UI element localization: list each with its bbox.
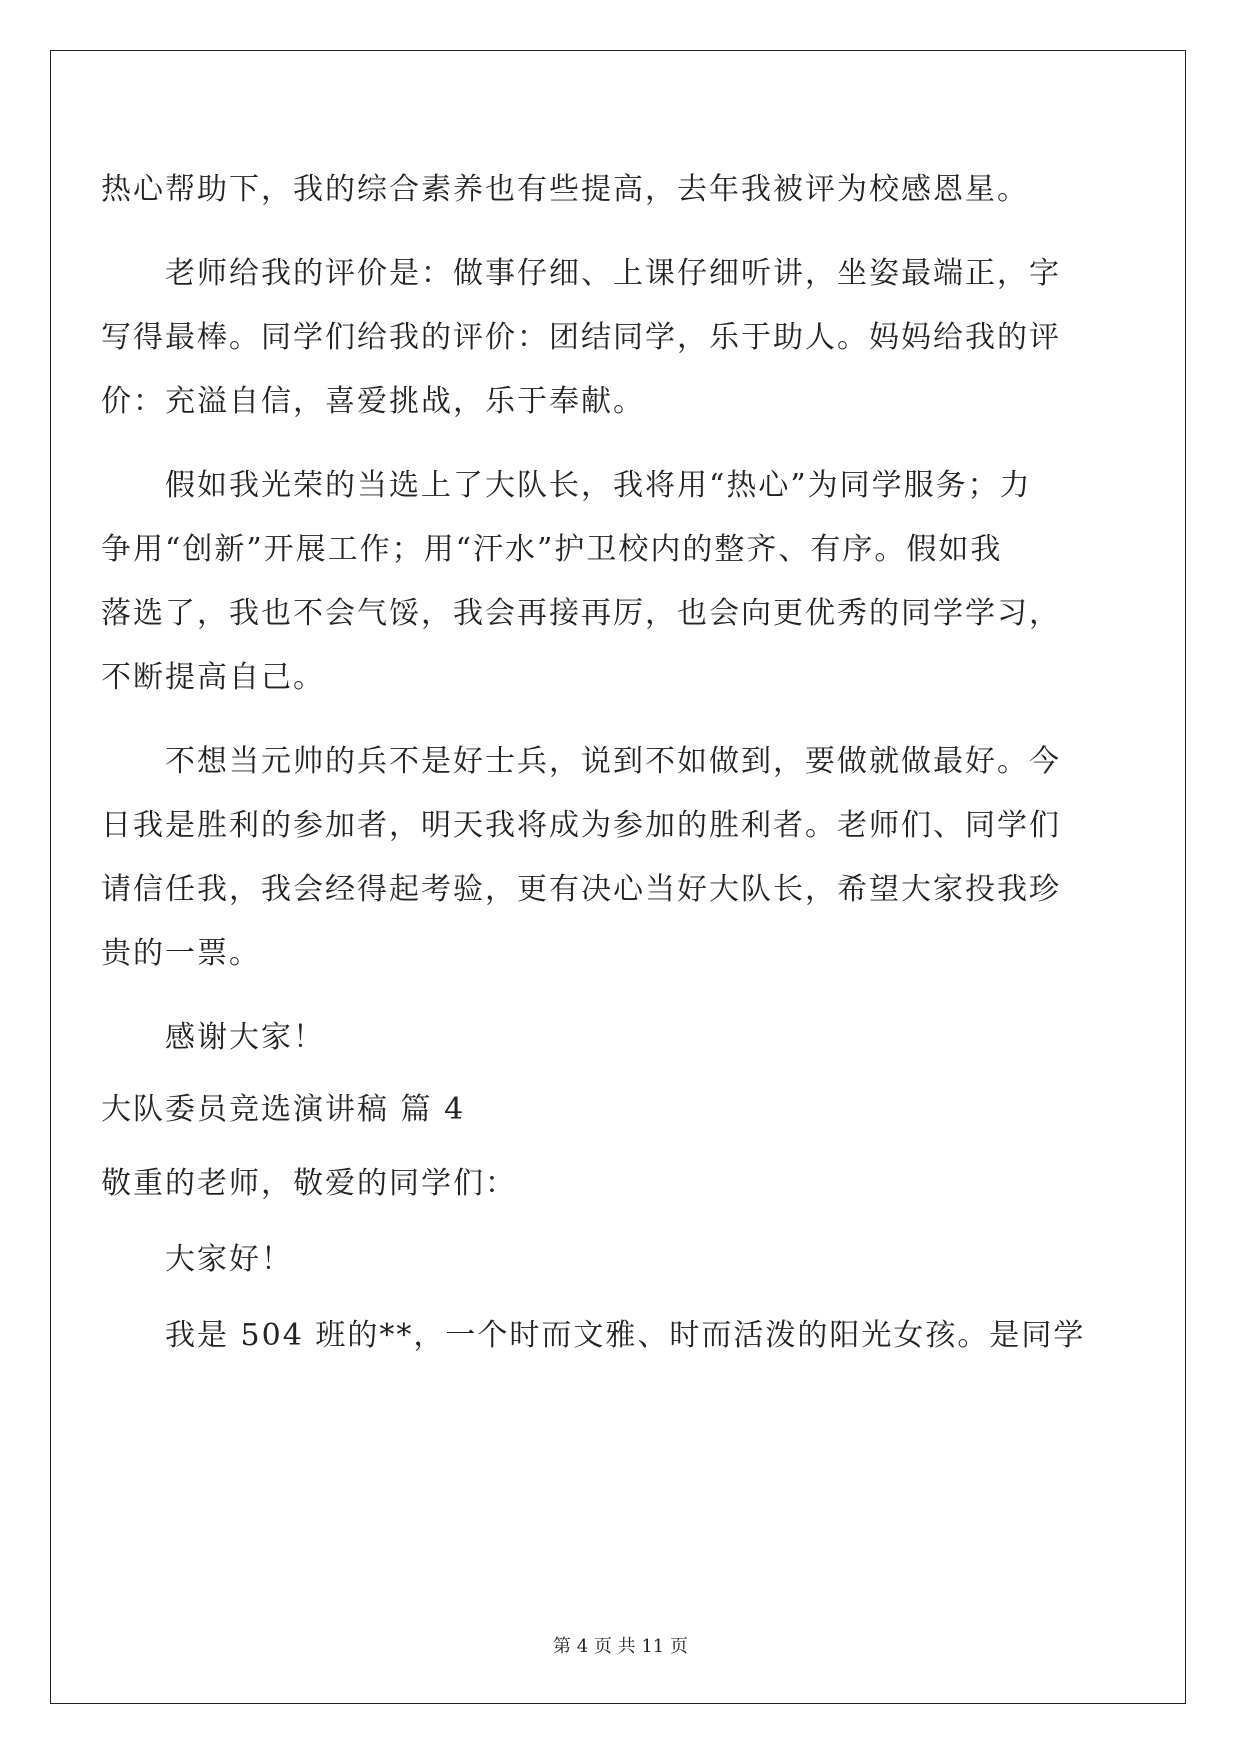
paragraph-line: 老师给我的评价是：做事仔细、上课仔细听讲，坐姿最端正，字 bbox=[165, 256, 1061, 291]
text-line: 日我是胜利的参加者，明天我将成为参加的胜利者。老师们、同学们 bbox=[101, 808, 1061, 843]
paragraph-line: 不想当元帅的兵不是好士兵，说到不如做到，要做就做最好。今 bbox=[165, 744, 1061, 779]
text-line: 争用“创新”开展工作；用“汗水”护卫校内的整齐、有序。假如我 bbox=[101, 532, 1003, 567]
text-line: 热心帮助下，我的综合素养也有些提高，去年我被评为校感恩星。 bbox=[101, 172, 1029, 207]
text-line: 落选了，我也不会气馁，我会再接再厉，也会向更优秀的同学学习， bbox=[101, 596, 1061, 631]
closing-line: 感谢大家！ bbox=[165, 1020, 325, 1055]
greeting-line: 大家好！ bbox=[165, 1242, 293, 1277]
text-line: 请信任我，我会经得起考验，更有决心当好大队长，希望大家投我珍 bbox=[101, 872, 1061, 907]
salutation-line: 敬重的老师，敬爱的同学们： bbox=[101, 1166, 517, 1201]
paragraph-line: 假如我光荣的当选上了大队长，我将用“热心”为同学服务；力 bbox=[165, 468, 1032, 503]
text-line: 价：充溢自信，喜爱挑战，乐于奉献。 bbox=[101, 384, 645, 419]
section-heading: 大队委员竞选演讲稿 篇 4 bbox=[101, 1092, 466, 1127]
text-line: 贵的一票。 bbox=[101, 936, 261, 971]
paragraph-line: 我是 504 班的**，一个时而文雅、时而活泼的阳光女孩。是同学 bbox=[165, 1318, 1086, 1353]
text-line: 不断提高自己。 bbox=[101, 660, 325, 695]
text-line: 写得最棒。同学们给我的评价：团结同学，乐于助人。妈妈给我的评 bbox=[101, 320, 1061, 355]
page-number: 第 4 页 共 11 页 bbox=[553, 1636, 688, 1657]
